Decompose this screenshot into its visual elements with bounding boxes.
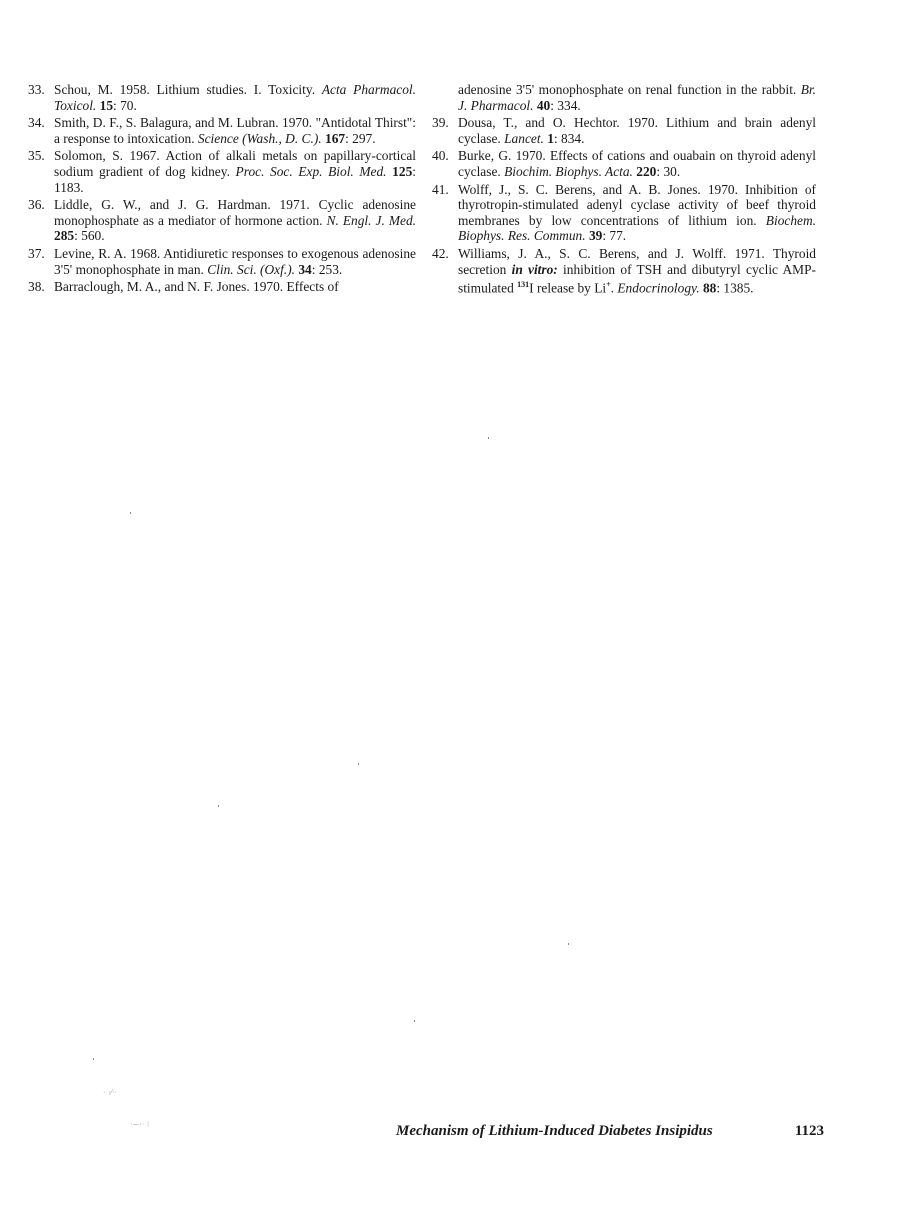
reference-text: : 70. — [113, 97, 137, 113]
running-title: Mechanism of Lithium-Induced Diabetes Insipidus — [396, 1123, 713, 1139]
scan-speck — [130, 512, 131, 514]
reference-text: 40 — [536, 97, 551, 113]
reference-text: Solomon, S. 1967. Action of alkali metals on papillary-cortical sodium gradient of dog kidney. — [54, 148, 416, 179]
reference-text: Dousa, T., and O. Hechtor. 1970. Lithium and brain adenyl cyclase. — [458, 115, 816, 146]
reference-entry — [432, 115, 816, 146]
reference-text: Levine, R. A. 1968. Antidiuretic responses to exogenous adenosine 3'5' monophosphate in man. — [54, 245, 416, 277]
reference-text: 167 — [325, 130, 346, 146]
reference-text: Lancet. — [504, 130, 544, 146]
reference-text: Schou, M. 1958. Lithium studies. I. Toxicity. — [54, 82, 322, 97]
reference-text: Wolff, J., S. C. Berens, and A. B. Jones. 1970. Inhibition of thyrotropin-stimulated adenyl cyclase activity of beef thyroid membranes by low concentrations of lithium ion. — [458, 181, 816, 228]
reference-text: Acta Pharmacol. Toxicol. — [54, 82, 416, 113]
reference-number: 39. — [432, 115, 449, 131]
reference-entry — [28, 279, 416, 295]
page-footer — [396, 1123, 824, 1140]
reference-text: Biochem. Biophys. Res. Commun. — [458, 212, 816, 244]
reference-text: Clin. Sci. (Oxf.). — [207, 261, 295, 277]
reference-text: 220 — [636, 163, 657, 179]
reference-text: adenosine 3'5' monophosphate on renal function in the rabbit. — [458, 82, 801, 97]
reference-text: Smith, D. F., S. Balagura, and M. Lubran. 1970. "Antidotal Thirst": a response to intoxication. — [54, 115, 416, 146]
reference-entry — [432, 182, 816, 244]
reference-text: : 560. — [74, 228, 105, 244]
reference-text: Williams, J. A., S. C. Berens, and J. Wolff. 1971. Thyroid secretion — [458, 245, 816, 277]
reference-number: 33. — [28, 82, 45, 97]
reference-number: 42. — [432, 245, 449, 261]
reference-text: 34 — [298, 261, 312, 277]
references-left-column — [28, 82, 416, 297]
reference-entry — [432, 148, 816, 179]
reference-number: 35. — [28, 148, 45, 164]
reference-text: 39 — [588, 228, 603, 244]
reference-text: : 297. — [345, 130, 376, 146]
reference-number: 37. — [28, 245, 45, 261]
page-number: 1123 — [794, 1123, 824, 1139]
scan-speck — [358, 763, 359, 765]
reference-text: Br. J. Pharmacol. — [458, 82, 816, 113]
reference-text: : 334. — [550, 97, 581, 113]
reference-text: Biochim. Biophys. Acta. — [504, 163, 633, 179]
reference-text: : 253. — [311, 261, 343, 277]
reference-text: Liddle, G. W., and J. G. Hardman. 1971. Cyclic adenosine monophosphate as a mediator of hormone action. — [54, 197, 416, 228]
scan-speck — [414, 1020, 415, 1022]
reference-text: 131 — [517, 280, 530, 290]
reference-text: 15 — [99, 97, 114, 113]
reference-text: + — [606, 280, 611, 290]
reference-entry — [432, 246, 816, 296]
scan-speck — [488, 437, 489, 439]
reference-text: Science (Wash., D. C.). — [197, 130, 322, 146]
reference-entry — [28, 115, 416, 146]
reference-text: : 30. — [656, 163, 681, 179]
reference-text: 1 — [547, 130, 554, 146]
reference-entry — [28, 82, 416, 113]
scan-speck — [568, 943, 569, 945]
reference-text: Proc. Soc. Exp. Biol. Med. — [235, 163, 387, 179]
reference-text: : 834. — [553, 130, 585, 146]
reference-text: 125 — [392, 163, 413, 179]
reference-text: : 1385. — [716, 280, 754, 296]
reference-text: Endocrinology. — [617, 280, 700, 296]
scan-smudge: · ·⁄·· — [103, 1088, 118, 1097]
reference-text: N. Engl. J. Med. — [326, 212, 416, 228]
reference-entry — [432, 82, 816, 113]
scan-speck — [218, 805, 219, 807]
reference-text: 285 — [54, 228, 75, 244]
reference-entry — [28, 148, 416, 195]
reference-entry — [28, 246, 416, 277]
reference-text: inhibition of TSH and dibutyryl cyclic AMP-stimulated — [458, 261, 816, 296]
reference-text: Barraclough, M. A., and N. F. Jones. 1970. Effects of — [54, 279, 339, 295]
scan-speck — [93, 1058, 94, 1060]
reference-text: : 77. — [602, 228, 627, 244]
reference-number: 40. — [432, 148, 449, 164]
reference-text: Burke, G. 1970. Effects of cations and ouabain on thyroid adenyl cyclase. — [458, 148, 816, 179]
reference-text: : 1183. — [54, 163, 416, 195]
references-right-column — [432, 82, 816, 298]
reference-text: in vitro: — [511, 261, 558, 277]
reference-number: 38. — [28, 279, 45, 295]
reference-entry — [28, 197, 416, 244]
reference-number: 36. — [28, 197, 45, 213]
scan-smudge: ·~·· ⁝ — [130, 1120, 150, 1129]
reference-text: I release by Li — [529, 280, 607, 296]
reference-number: 34. — [28, 115, 45, 131]
reference-text: 88 — [702, 280, 717, 296]
reference-number: 41. — [432, 181, 449, 197]
reference-text: . — [610, 280, 618, 296]
